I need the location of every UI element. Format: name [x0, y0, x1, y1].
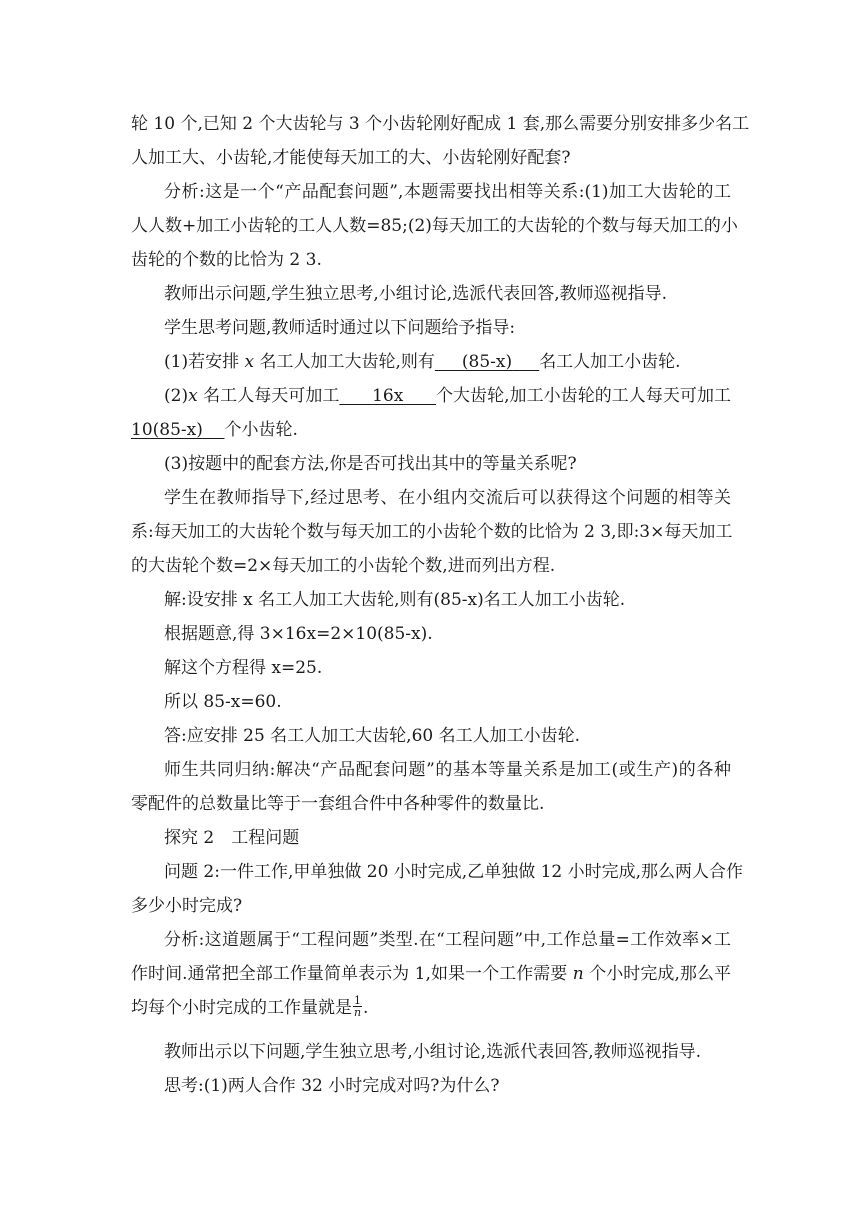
- fraction: [353, 995, 362, 1018]
- text-line: 所以 85-x=60.: [164, 692, 282, 712]
- text-line: (3)按题中的配套方法,你是否可找出其中的等量关系呢?: [164, 454, 577, 474]
- text-span: (2): [164, 386, 189, 406]
- text-line: 根据题意,得 3×16x=2×10(85-x).: [164, 624, 433, 644]
- text-span: 个小时完成,那么平: [583, 964, 731, 984]
- fraction-denominator: n: [353, 1006, 362, 1019]
- text-line: 解:设安排 x 名工人加工大齿轮,则有(85-x)名工人加工小齿轮.: [164, 590, 626, 610]
- answer-blank: (85-x): [461, 352, 513, 372]
- text-line: 思考:(1)两人合作 32 小时完成对吗?为什么?: [164, 1076, 500, 1096]
- text-line: 人加工大、小齿轮,才能使每天加工的大、小齿轮刚好配套?: [131, 148, 571, 168]
- text-span: 名工人每天可加工: [197, 386, 340, 406]
- text-line: 教师出示问题,学生独立思考,小组讨论,选派代表回答,教师巡视指导.: [164, 284, 668, 304]
- text-span: 个小齿轮.: [224, 420, 298, 440]
- variable: x: [188, 386, 198, 406]
- text-line: 的大齿轮个数=2×每天加工的小齿轮个数,进而列出方程.: [131, 556, 556, 576]
- text-line: 零配件的总数量比等于一套组合件中各种零件的数量比.: [131, 794, 545, 814]
- text-line: [131, 963, 731, 985]
- text-line: 分析:这是一个“产品配套问题”,本题需要找出相等关系:(1)加工大齿轮的工: [164, 182, 731, 202]
- text-span: 作时间.通常把全部工作量简单表示为 1,如果一个工作需要: [131, 964, 573, 984]
- text-line: 问题 2:一件工作,甲单独做 20 小时完成,乙单独做 12 小时完成,那么两人合作: [164, 862, 744, 882]
- text-span: 名工人加工小齿轮.: [539, 352, 681, 372]
- text-span: 均每个小时完成的工作量就是: [131, 998, 352, 1018]
- text-line: [131, 994, 731, 1019]
- question-line-2: [164, 385, 731, 407]
- answer-blank: 10(85-x): [131, 420, 203, 440]
- text-line: 分析:这道题属于“工程问题”类型.在“工程问题”中,工作总量=工作效率×工: [164, 930, 731, 950]
- text-span: .: [363, 998, 369, 1018]
- variable: n: [572, 964, 584, 984]
- fraction-numerator: 1: [354, 994, 361, 1007]
- text-line: 教师出示以下问题,学生独立思考,小组讨论,选派代表回答,教师巡视指导.: [164, 1042, 702, 1062]
- text-line: 轮 10 个,已知 2 个大齿轮与 3 个小齿轮刚好配成 1 套,那么需要分别安排多少名工: [131, 114, 750, 134]
- text-line: 答:应安排 25 名工人加工大齿轮,60 名工人加工小齿轮.: [164, 726, 581, 746]
- text-line: 学生在教师指导下,经过思考、在小组内交流后可以获得这个问题的相等关: [164, 488, 731, 508]
- text-span: 名工人加工大齿轮,则有: [254, 352, 435, 372]
- text-span: 个大齿轮,加工小齿轮的工人每天可加工: [435, 386, 731, 406]
- text-line: 多少小时完成?: [131, 896, 243, 916]
- text-line: 师生共同归纳:解决“产品配套问题”的基本等量关系是加工(或生产)的各种: [164, 760, 731, 780]
- question-line-1: [164, 351, 764, 373]
- text-line: 齿轮的个数的比恰为 2 3.: [131, 250, 322, 270]
- section-heading: 探究 2 工程问题: [164, 828, 300, 848]
- variable: x: [244, 352, 255, 372]
- text-line: 人人数+加工小齿轮的工人人数=85;(2)每天加工的大齿轮的个数与每天加工的小: [131, 216, 738, 236]
- text-line: 系:每天加工的大齿轮个数与每天加工的小齿轮个数的比恰为 2 3,即:3×每天加工: [131, 522, 733, 542]
- answer-blank: 16x: [372, 386, 404, 406]
- text-line: 学生思考问题,教师适时通过以下问题给予指导:: [164, 318, 516, 338]
- text-line: 解这个方程得 x=25.: [164, 658, 323, 678]
- text-span: (1)若安排: [164, 352, 245, 372]
- question-line-2b: [131, 419, 731, 441]
